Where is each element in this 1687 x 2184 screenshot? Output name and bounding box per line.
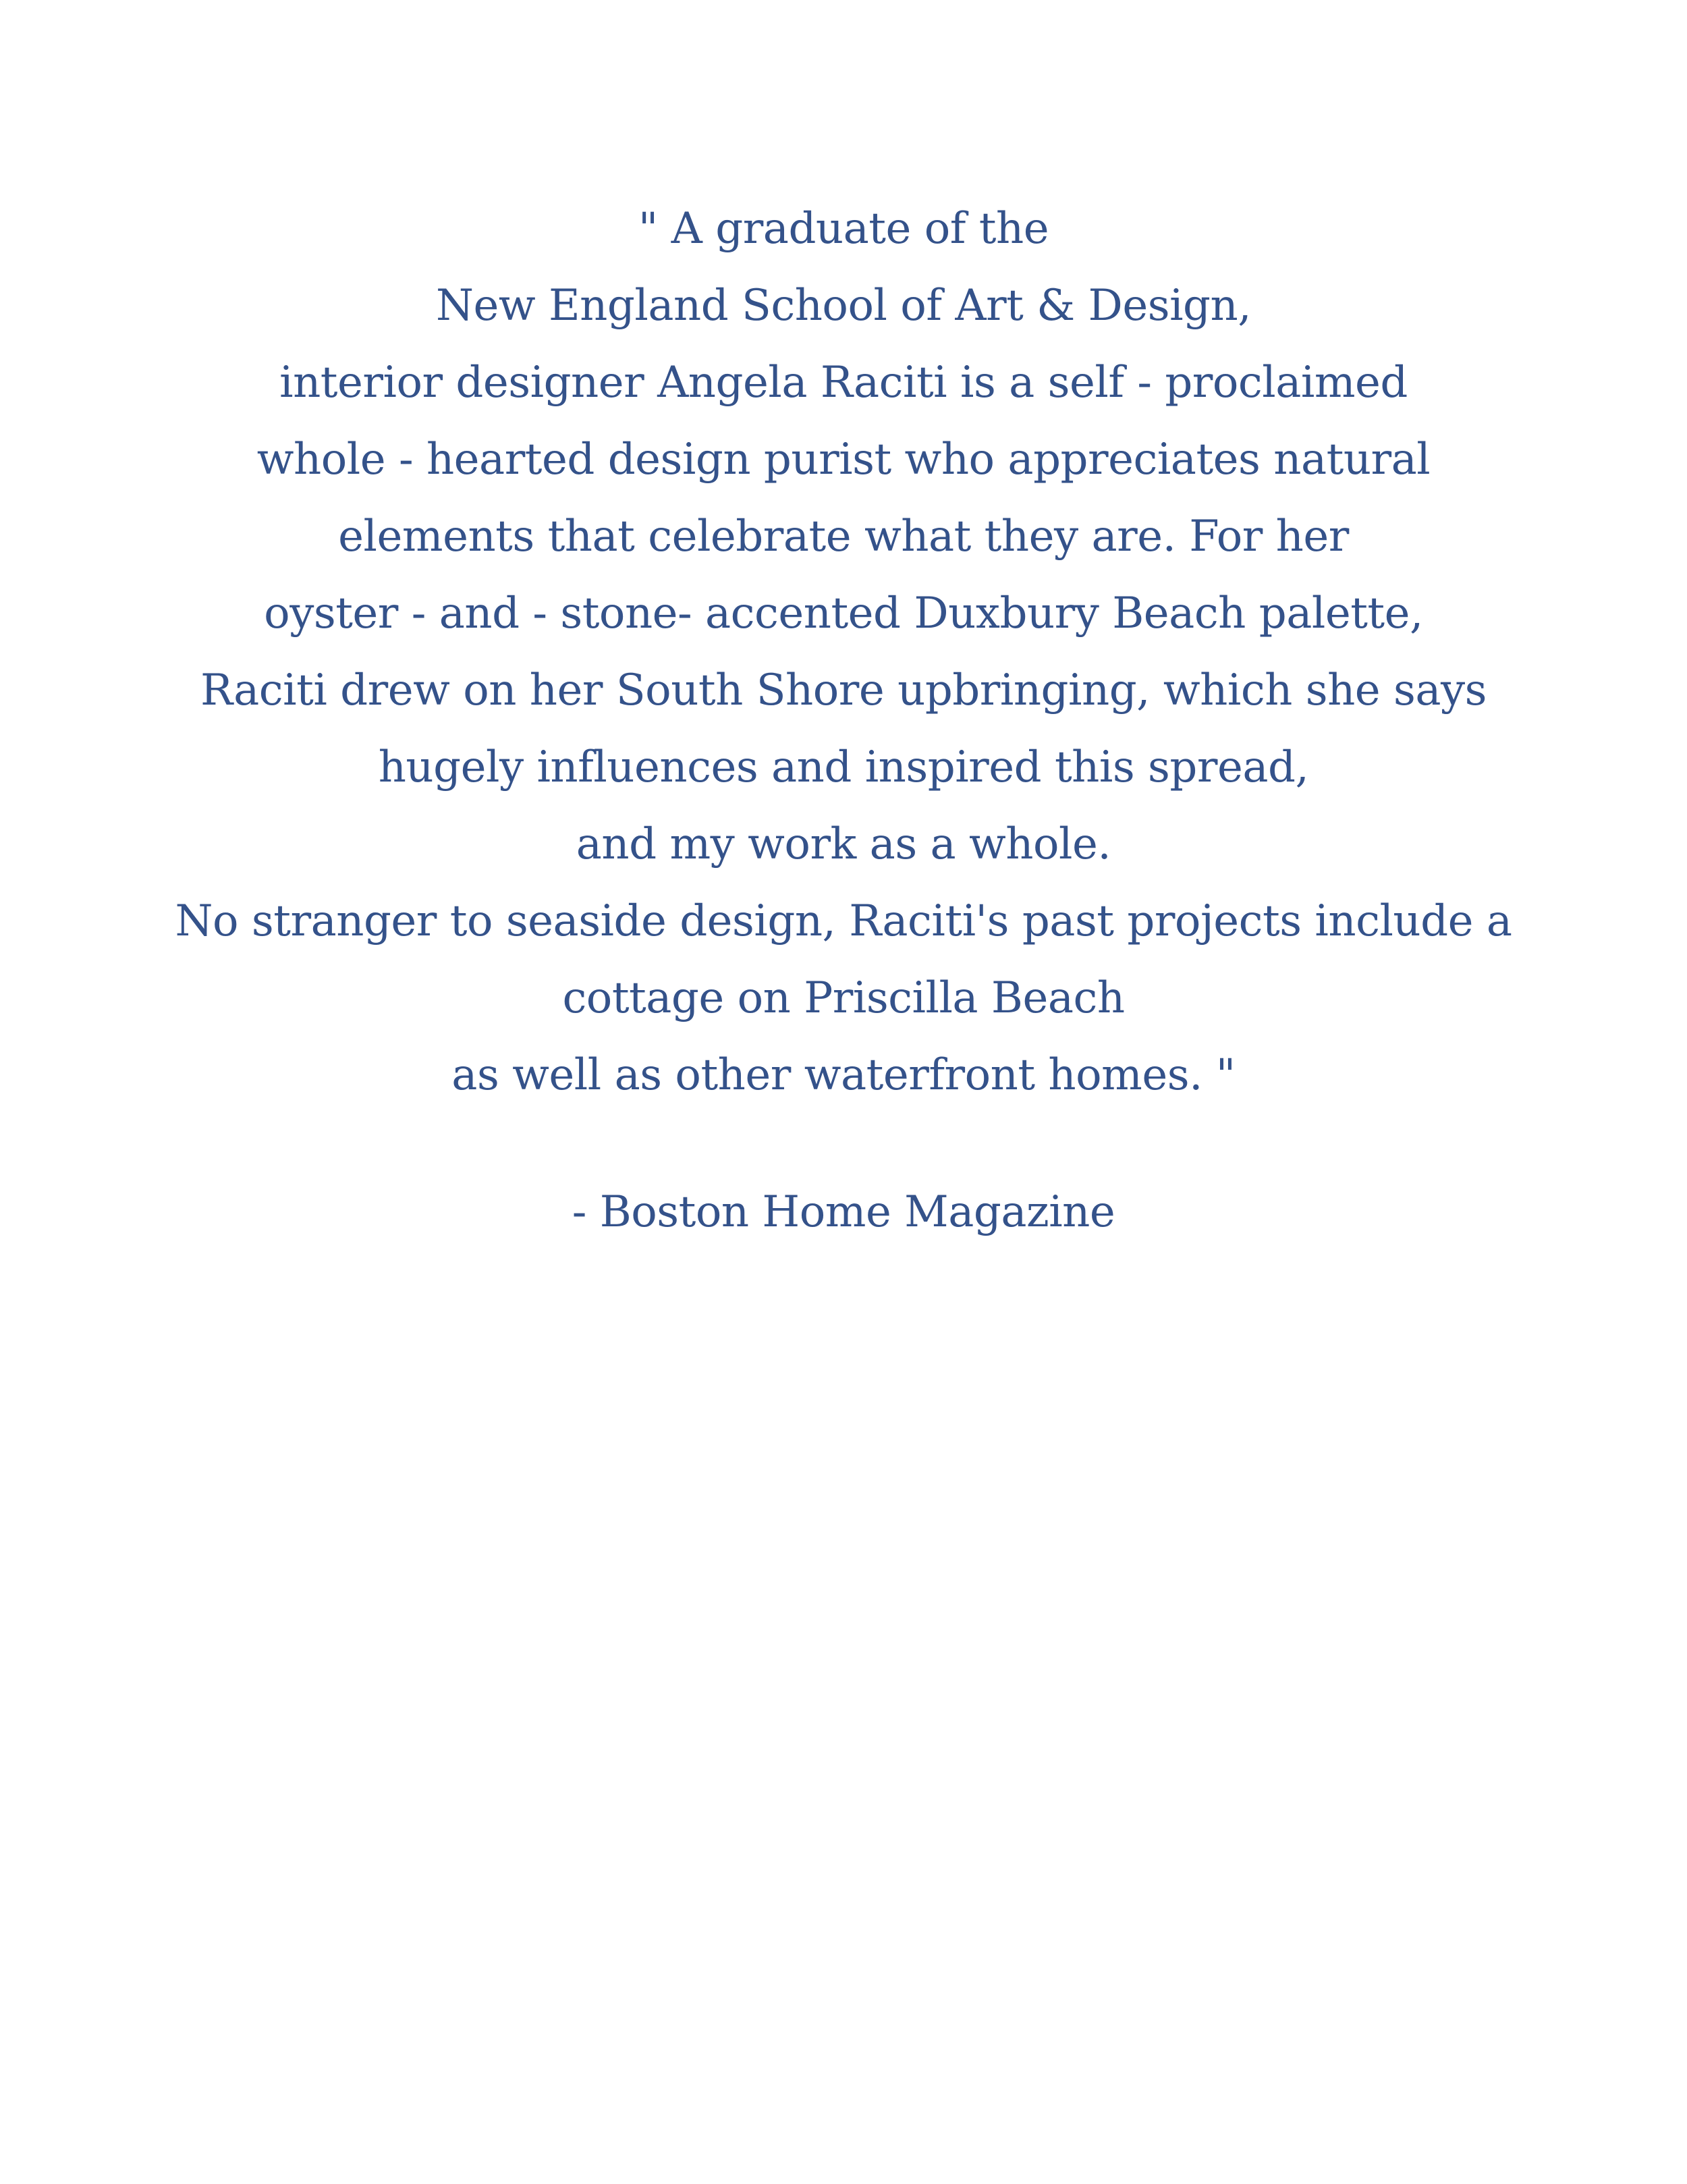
quote-line: Raciti drew on her South Shore upbringing, which she says <box>200 665 1487 715</box>
quote-line: cottage on Priscilla Beach <box>562 973 1125 1023</box>
quote-line: " A graduate of the <box>638 204 1049 254</box>
quote-line: oyster - and - stone- accented Duxbury Beach palette, <box>264 589 1423 638</box>
quote-attribution: - Boston Home Magazine <box>572 1187 1115 1237</box>
quote-line: as well as other waterfront homes. " <box>451 1050 1236 1100</box>
quote-line: New England School of Art & Design, <box>435 281 1252 331</box>
quote-line: interior designer Angela Raciti is a self - proclaimed <box>279 358 1408 408</box>
quote-line: No stranger to seaside design, Raciti's past projects include a <box>175 896 1512 946</box>
quote-line: hugely influences and inspired this spread, <box>378 742 1309 792</box>
quote-line: elements that celebrate what they are. For her <box>338 512 1349 562</box>
testimonial-quote <box>0 190 1687 1114</box>
quote-line: whole - hearted design purist who appreciates natural <box>256 435 1431 485</box>
quote-line: and my work as a whole. <box>576 819 1111 869</box>
